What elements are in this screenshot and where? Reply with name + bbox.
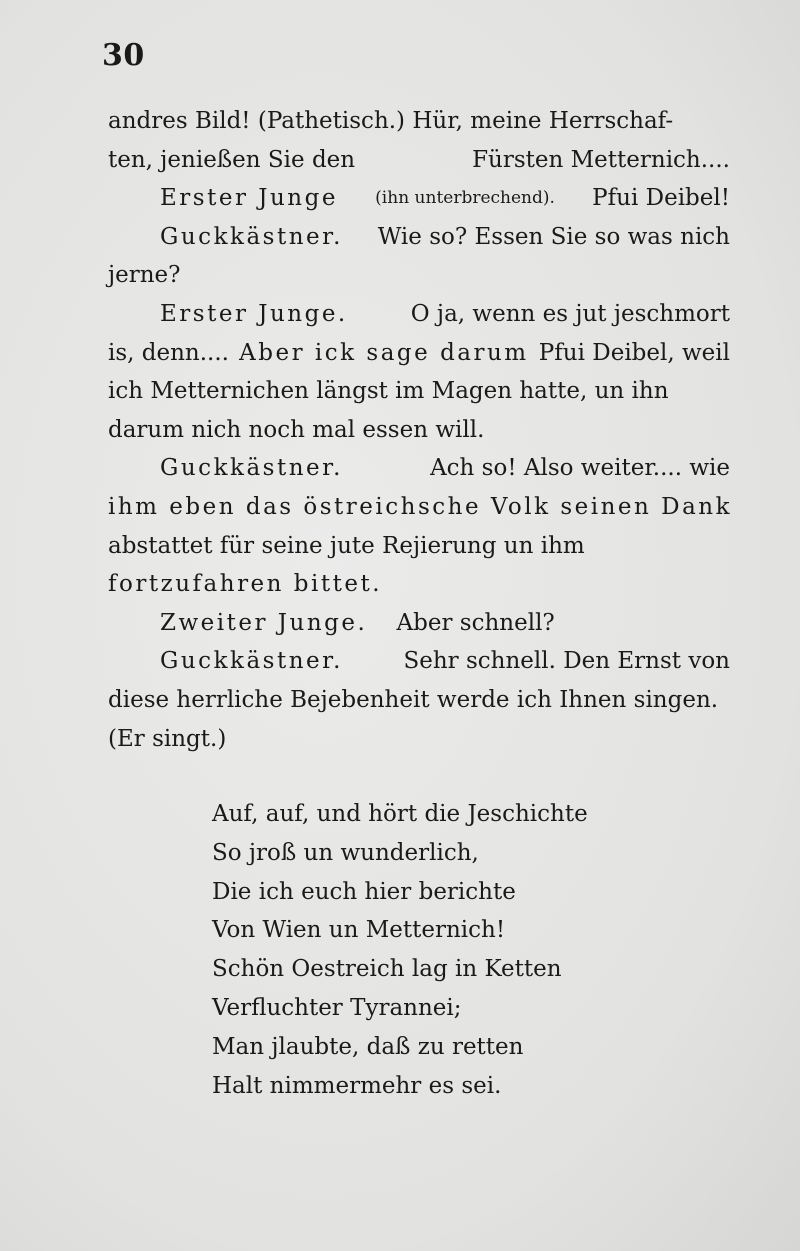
dialogue-line — [108, 449, 730, 488]
verse-line: Auf, auf, und hört die Jeschichte — [212, 801, 588, 827]
speaker-name: Erster Junge. — [160, 300, 348, 327]
text-line — [108, 334, 730, 373]
verse-line: Halt nimmermehr es sei. — [212, 1072, 502, 1099]
text-line — [108, 102, 730, 141]
text-line-content: Fürsten Metternich.... — [472, 146, 730, 173]
text-line-content: abstattet für seine jute Rejierung un ihm — [108, 532, 585, 559]
verse-line: Verfluchter Tyrannei; — [212, 994, 462, 1021]
dialogue-line — [108, 642, 730, 681]
speaker-name: Guckkästner. — [160, 223, 343, 250]
dialogue-line — [108, 218, 730, 257]
text-line-content: fortzufahren bittet. — [108, 571, 383, 598]
text-line-content: ich Metternichen längst im Magen hatte, un ihn — [108, 378, 669, 405]
page-number: 30 — [102, 38, 145, 73]
verse-line: Man jlaubte, daß zu retten — [212, 1033, 524, 1060]
prose-block — [108, 102, 733, 758]
dialogue-line — [108, 179, 730, 218]
text-line — [108, 681, 730, 720]
dialogue-text: O ja, wenn es jut jeschmort — [410, 300, 730, 327]
dialogue-text: Sehr schnell. Den Ernst von — [403, 648, 730, 675]
dialogue-text: Aber schnell? — [396, 609, 555, 636]
speaker-name: Guckkästner. — [160, 648, 343, 675]
verse-line: Schön Oestreich lag in Ketten — [212, 956, 562, 983]
text-line-content: darum nich noch mal essen will. — [108, 416, 485, 443]
dialogue-text: Ach so! Also weiter.... wie — [430, 455, 730, 482]
song-verse — [212, 795, 588, 1105]
verse-line: So jroß un wunderlich, — [212, 839, 479, 866]
speaker-name: Erster Junge — [160, 185, 338, 212]
text-line — [108, 256, 730, 295]
stage-direction: (Er singt.) — [108, 725, 227, 752]
text-line-content: andres Bild! (Pathetisch.) Hür, meine Herrschaf- — [108, 108, 674, 134]
text-line — [108, 527, 730, 566]
text-line-content: ihm eben das östreichsche Volk seinen Dank — [108, 493, 733, 520]
text-line — [108, 565, 730, 604]
text-line-content: is, denn.... — [108, 339, 229, 366]
dialogue-line — [108, 604, 730, 643]
text-line-content: ten, jenießen Sie den — [108, 146, 363, 173]
text-line-content: Pfui Deibel, weil — [538, 339, 730, 366]
text-line-content: jerne? — [108, 262, 181, 289]
verse-line: Von Wien un Metternich! — [212, 917, 506, 944]
speaker-name: Zweiter Junge. — [160, 609, 368, 636]
verse-line: Die ich euch hier berichte — [212, 878, 516, 905]
dialogue-text: Pfui Deibel! — [592, 185, 730, 212]
dialogue-line — [108, 295, 730, 334]
speaker-name: Guckkästner. — [160, 455, 343, 482]
dialogue-text: Wie so? Essen Sie so was nich — [377, 223, 730, 250]
text-line — [108, 141, 730, 180]
stage-direction-line — [108, 720, 730, 759]
stage-direction: (ihn unterbrechend). — [375, 188, 555, 209]
text-line-content: diese herrliche Bejebenheit werde ich Ihnen singen. — [108, 686, 719, 713]
text-line — [108, 488, 733, 527]
text-line-content: Aber ick sage darum — [239, 339, 529, 366]
text-line — [108, 372, 730, 411]
text-line — [108, 411, 730, 450]
